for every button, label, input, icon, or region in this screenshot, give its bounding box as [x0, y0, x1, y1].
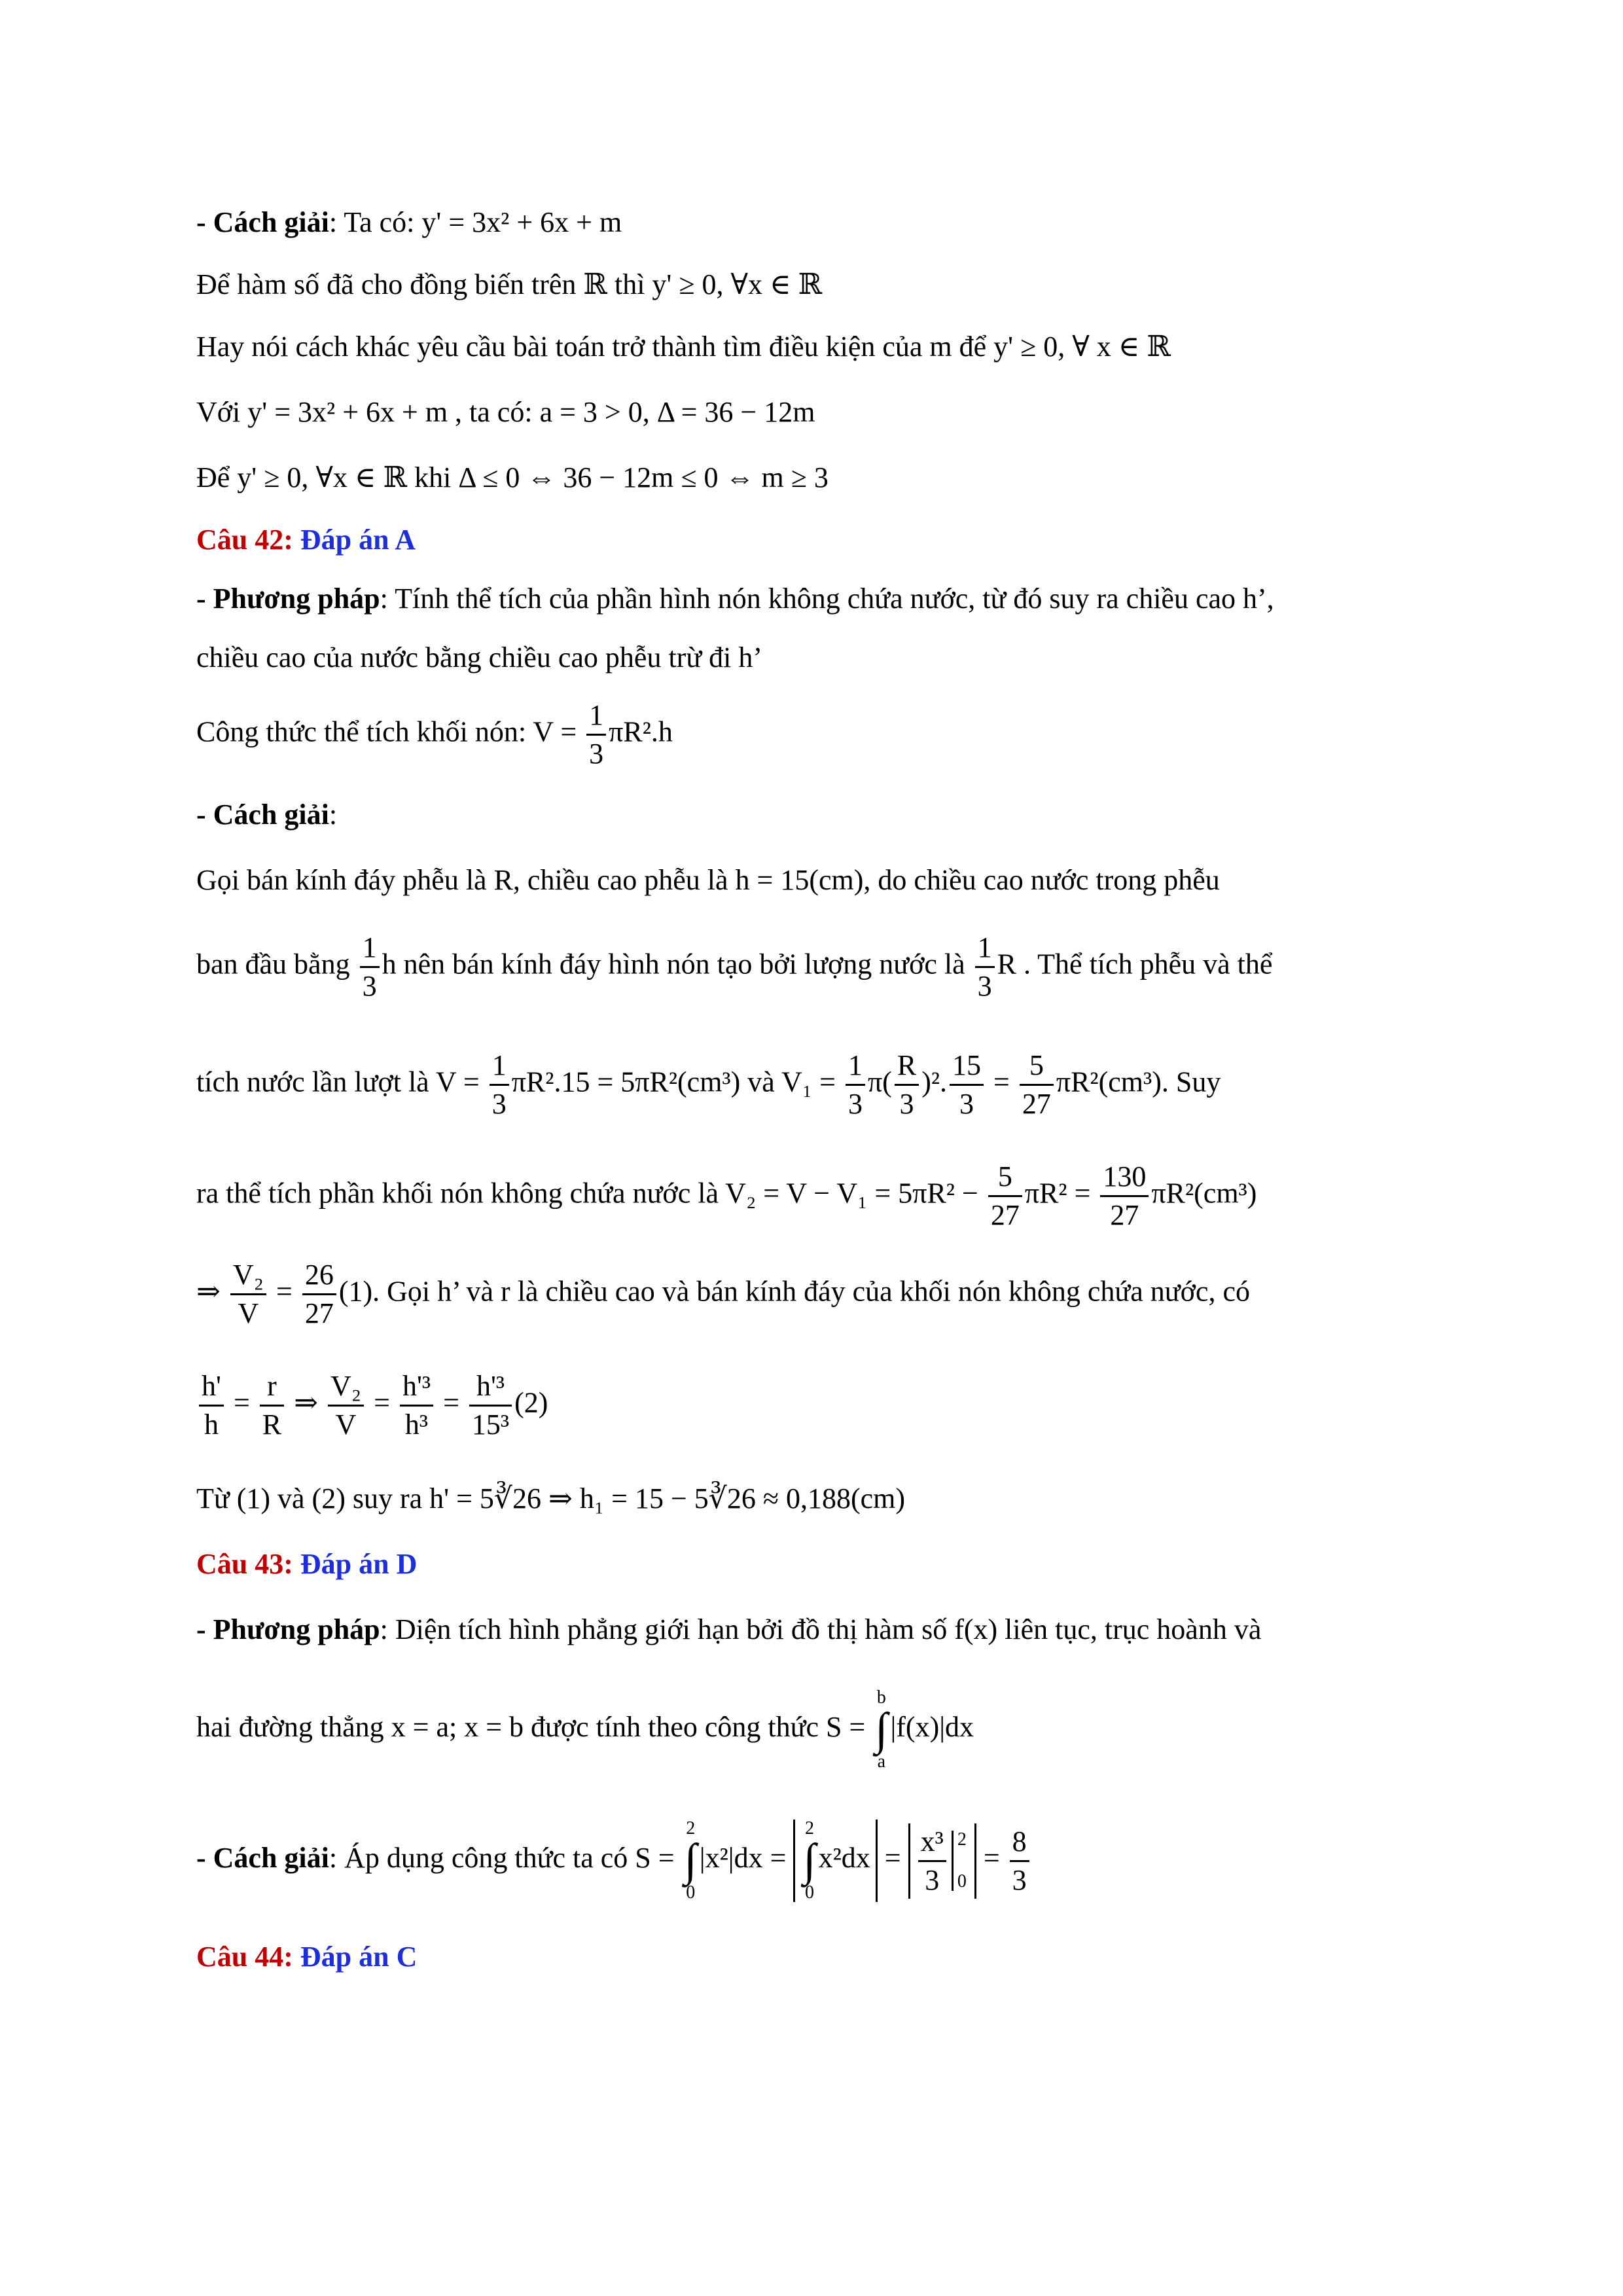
method-label: - Phương pháp — [196, 583, 380, 615]
absolute-value — [908, 1823, 976, 1899]
question-42-label: Câu 42: — [196, 524, 293, 556]
fraction-hp3-h3: $\frac{\text{h'³}}{\text{h³}}$ — [400, 1368, 433, 1443]
solution-line-1 — [196, 203, 622, 242]
question-43-label: Câu 43: — [196, 1548, 293, 1580]
q42-solve-heading: - Cách giải: — [196, 798, 338, 831]
q43-method-line-2: hai đường thẳng x = a; x = b được tính theo công thức S = b ∫ a|f(x)|dx — [196, 1687, 974, 1772]
q42-solve-line-3: tích nước lần lượt là V = $\frac{1}{3}$ πR².15 = 5πR²(cm³) và V₁ = $\frac{1}{3}$ π( $\frac{R}{3}$ )². $\frac{15}{3}$ = $\frac{5}{27}$ πR²(cm³). Suy — [196, 1047, 1221, 1122]
question-43-answer: Đáp án D — [300, 1548, 418, 1580]
solve-label: - Cách giải — [196, 1842, 329, 1874]
question-42-answer: Đáp án A — [300, 524, 416, 556]
solution-line-4: Với y' = 3x² + 6x + m , ta có: a = 3 > 0, Δ = 36 − 12m — [196, 396, 815, 428]
fraction-v2-v: $\frac{\text{V₂}}{V}$ — [230, 1257, 266, 1332]
formula-tail: πR².h — [609, 715, 673, 748]
fraction-one-third: $\frac{1}{3}$ — [490, 1047, 509, 1122]
q42-solve-line-2: ban đầu bằng $\frac{1}{3}$ h nên bán kính đáy hình nón tạo bởi lượng nước là $\frac{1}{3}$ R . Thể tích phễu và thể — [196, 929, 1272, 1005]
derivative-formula: y' = 3x² + 6x + m — [421, 206, 622, 238]
fraction-r-R: $\frac{r}{R}$ — [260, 1368, 284, 1443]
question-44-answer: Đáp án C — [300, 1941, 418, 1973]
fraction-hp-h: $\frac{h'}{h}$ — [199, 1368, 224, 1443]
q43-solve-line: - Cách giải: Áp dụng công thức ta có S = 2 ∫ 0|x²|dx = 2 ∫ 0x²dx = $\frac{\text{x³}}{3}$ 2 0 = $\frac{8}{3}$ — [196, 1820, 1032, 1902]
integral-sign: b ∫ a — [875, 1687, 888, 1772]
fraction-8-3: $\frac{8}{3}$ — [1010, 1823, 1029, 1899]
question-44-label: Câu 44: — [196, 1941, 293, 1973]
method-text: : Tính thể tích của phần hình nón không chứa nước, từ đó suy ra chiều cao h’, — [380, 583, 1274, 615]
q42-cone-formula — [196, 697, 673, 772]
q42-method-line-1 — [196, 579, 1274, 619]
solve-label: - Cách giải — [196, 206, 329, 238]
fraction-26-27: $\frac{26}{27}$ — [302, 1257, 336, 1332]
solution-line-3: Hay nói cách khác yêu cầu bài toán trở thành tìm điều kiện của m để y' ≥ 0, ∀ x ∈ ℝ — [196, 331, 1171, 363]
question-42-heading — [196, 520, 416, 560]
fraction-one-third: $\frac{1}{3}$ — [846, 1047, 865, 1122]
fraction-r-third: $\frac{R}{3}$ — [895, 1047, 919, 1122]
formula-text: Công thức thể tích khối nón: V = — [196, 715, 584, 748]
fraction-5-27: $\frac{5}{27}$ — [1020, 1047, 1054, 1122]
q43-method-line-1: - Phương pháp: Diện tích hình phẳng giới hạn bởi đồ thị hàm số f(x) liên tục, trục hoành và — [196, 1613, 1262, 1645]
q42-solve-line-4: ra thể tích phần khối nón không chứa nước là V₂ = V − V₁ = 5πR² − $\frac{5}{27}$ πR² = $\frac{130}{27}$ πR²(cm³) — [196, 1158, 1257, 1234]
absolute-value: 2 ∫ 0x²dx — [793, 1820, 877, 1902]
q42-solve-line-5: ⇒ $\frac{\text{V₂}}{V}$ = $\frac{26}{27}$ (1). Gọi h’ và r là chiều cao và bán kính đáy của khối nón không chứa nước, có — [196, 1257, 1250, 1332]
question-44-heading — [196, 1937, 417, 1977]
fraction-x3-3: $\frac{\text{x³}}{3}$ — [918, 1823, 946, 1899]
question-43-heading — [196, 1545, 417, 1584]
fraction-one-third: $\frac{1}{3}$ — [360, 929, 380, 1005]
fraction-one-third: $\frac{1}{3}$ — [586, 697, 606, 772]
method-label: - Phương pháp — [196, 1613, 380, 1645]
q42-method-line-2: chiều cao của nước bằng chiều cao phễu trừ đi h’ — [196, 641, 763, 673]
fraction-one-third: $\frac{1}{3}$ — [975, 929, 995, 1005]
integral-sign: 2 ∫ 0 — [684, 1818, 697, 1903]
fraction-15-third: $\frac{15}{3}$ — [950, 1047, 984, 1122]
fraction-130-27: $\frac{130}{27}$ — [1100, 1158, 1149, 1234]
q42-solve-line-6: $\frac{h'}{h}$ = $\frac{r}{R}$ ⇒ $\frac{\text{V₂}}{V}$ = $\frac{\text{h'³}}{\text{h³}}$ = $\frac{\text{h'³}}{\text{15³}}$ (2) — [196, 1368, 548, 1443]
solve-label: - Cách giải — [196, 798, 329, 831]
solution-line-5: Để y' ≥ 0, ∀x ∈ ℝ khi Δ ≤ 0 ⇔ 36 − 12m ≤ 0 ⇔ m ≥ 3 — [196, 461, 829, 493]
integral-sign: 2 ∫ 0 — [803, 1818, 816, 1903]
evaluation-bar: 2 0 — [952, 1831, 967, 1891]
solution-line-2: Để hàm số đã cho đồng biến trên ℝ thì y' ≥ 0, ∀x ∈ ℝ — [196, 268, 823, 300]
solve-text: : Ta có: — [329, 206, 422, 238]
fraction-5-27: $\frac{5}{27}$ — [988, 1158, 1022, 1234]
fraction-hp3-153: $\frac{\text{h'³}}{\text{15³}}$ — [469, 1368, 512, 1443]
q42-solve-line-7: Từ (1) và (2) suy ra h' = 5∛26 ⇒ h₁ = 15 − 5∛26 ≈ 0,188(cm) — [196, 1482, 906, 1515]
q42-solve-line-1: Gọi bán kính đáy phễu là R, chiều cao phễu là h = 15(cm), do chiều cao nước trong phễu — [196, 864, 1220, 896]
fraction-v2-v: $\frac{\text{V₂}}{V}$ — [328, 1368, 364, 1443]
